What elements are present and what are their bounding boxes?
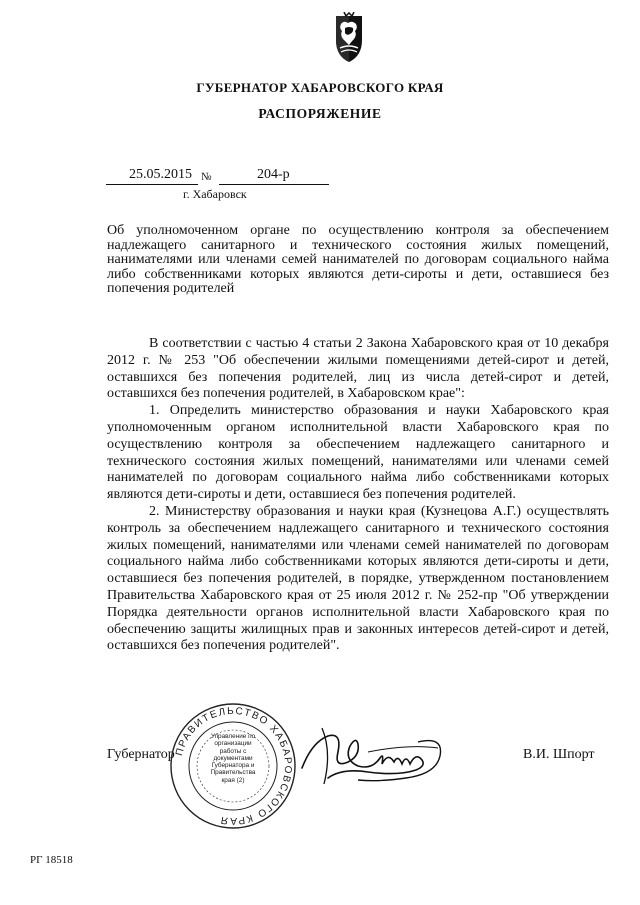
issuing-authority: ГУБЕРНАТОР ХАБАРОВСКОГО КРАЯ — [196, 80, 444, 95]
document-date: 25.05.2015 — [106, 166, 198, 185]
signatory-name: В.И. Шпорт — [523, 747, 595, 762]
stamp-inner-text: Управление по организации работы с документами Губернатора и Правительства края (2) — [210, 733, 256, 784]
body-item-1: 1. Определить министерство образования и науки Хабаровского края уполномоченным органом исполнительной власти Хабаровского края по осуществлению контроля за обеспечением надлежащего санитарного и технического состояния жилых помещений, нанимателями или членами семей нанимателей по договорам социального найма либо собственниками которых являются дети-сироты и дети, оставшиеся без попечения родителей. — [107, 403, 609, 503]
document-place: г. Хабаровск — [183, 187, 247, 201]
document-type-title: РАСПОРЯЖЕНИЕ — [258, 106, 382, 121]
document-number: 204-р — [219, 166, 329, 185]
document-subject: Об уполномоченном органе по осуществлению контроля за обеспечением надлежащего санитарного и технического состояния жилых помещений, нанимателями или членами семей нанимателей по договорам социального найма либо собственниками которых являются дети-сироты и дети, оставшиеся без попечения родителей — [107, 223, 609, 296]
document-number-label: № — [201, 171, 212, 183]
body-preamble: В соответствии с частью 4 статьи 2 Закона Хабаровского края от 10 декабря 2012 г. № 253 "Об обеспечении жилыми помещениями детей-сирот и детей, оставшихся без попечения родителей, лиц из числа детей-сирот и детей, оставшихся без попечения родителей, в Хабаровском крае": — [107, 336, 609, 402]
registry-code: РГ 18518 — [30, 854, 73, 866]
stamp-inner-wrapper — [167, 700, 299, 832]
handwritten-signature — [298, 722, 450, 792]
stamp-ring-text: ПРАВИТЕЛЬСТВО ХАБАРОВСКОГО КРАЯ — [174, 705, 294, 827]
signatory-position: Губернатор — [107, 747, 175, 762]
body-item-2: 2. Министерству образования и науки края (Кузнецова А.Г.) осуществлять контроль за обеспечением надлежащего санитарного и технического состояния жилых помещений, нанимателями или членами семей нанимателей по договорам социального найма либо собственниками которых являются дети-сироты и дети, оставшиеся без попечения родителей, в порядке, утвержденном постановлением Правительства Хабаровского края от 25 июля 2012 г. № 252-пр "Об утверждении Порядка деятельности органов исполнительной власти Хабаровского края по обеспечению защиты жилищных прав и законных интересов детей-сирот и детей, оставшихся без попечения родителей". — [107, 503, 609, 654]
coat-of-arms-emblem — [330, 12, 368, 64]
document-body — [107, 336, 609, 655]
